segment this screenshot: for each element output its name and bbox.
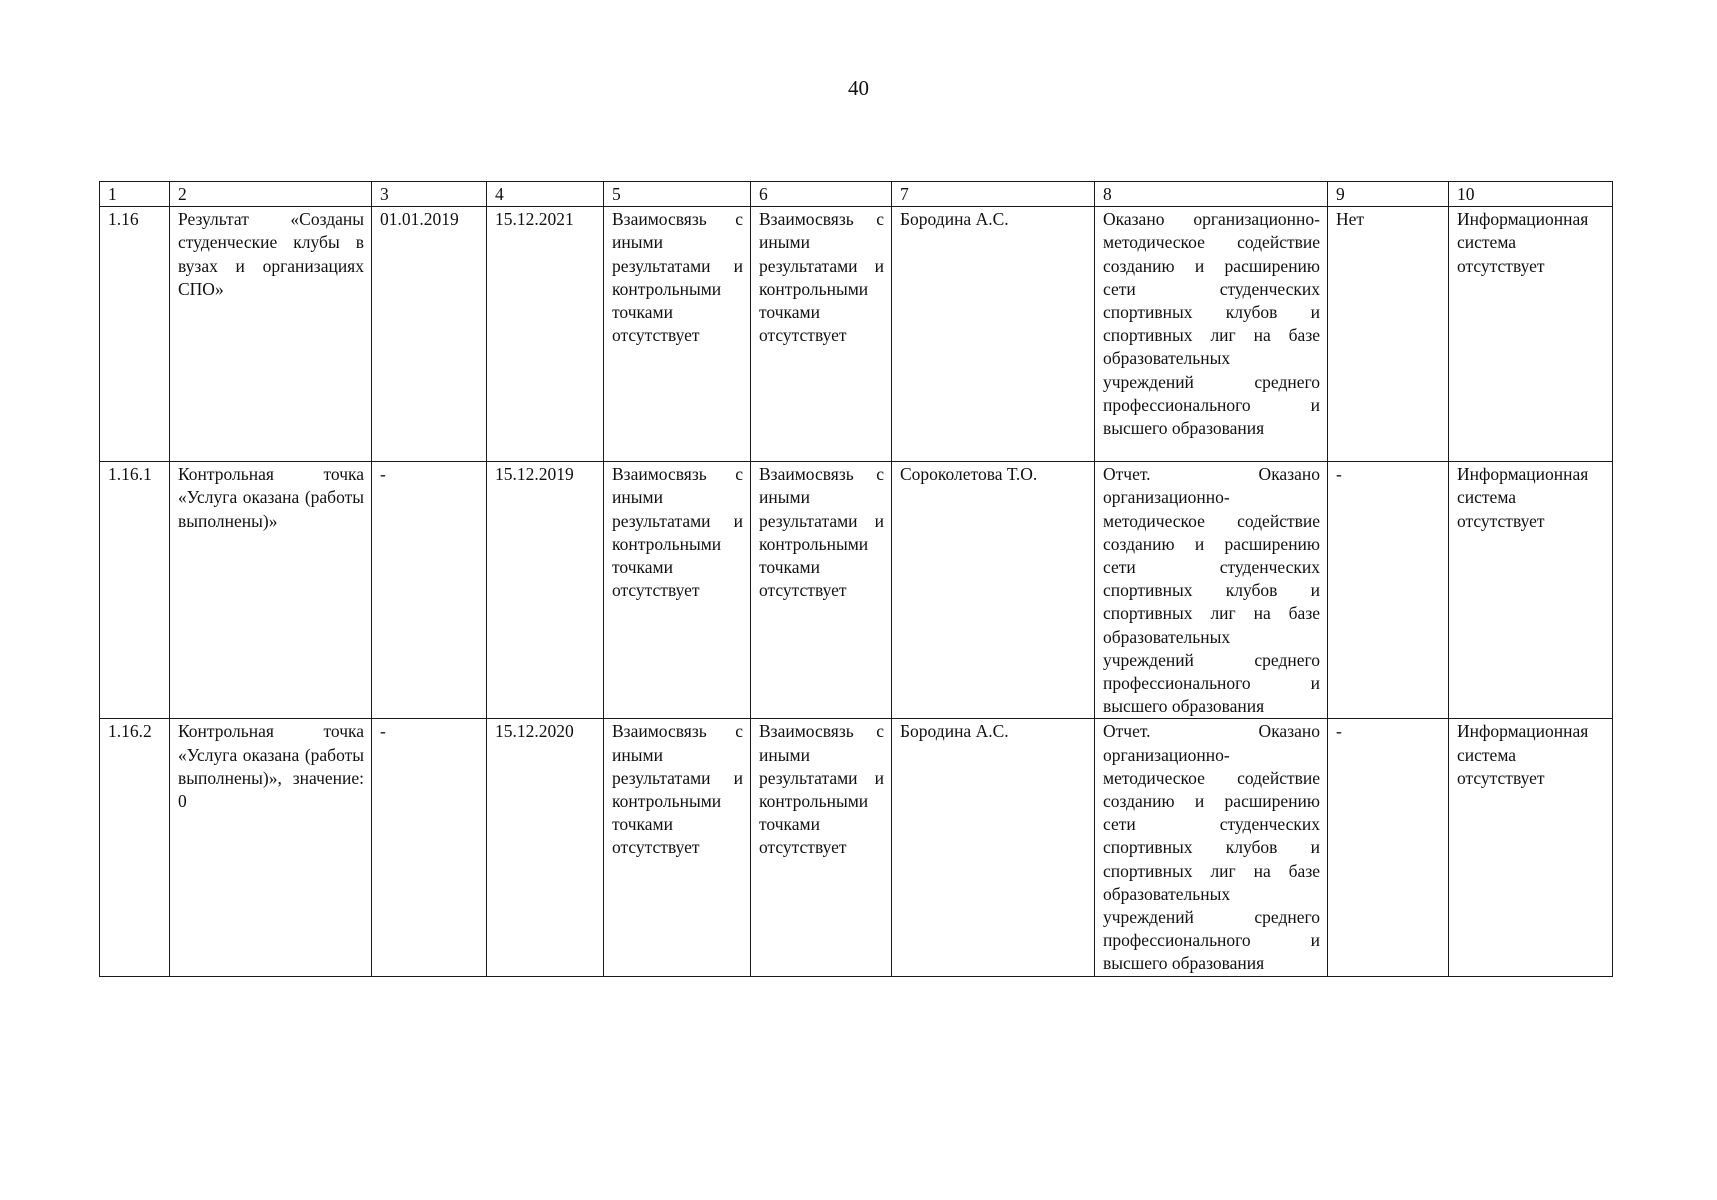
row-responsible: Бородина А.С. <box>892 207 1095 462</box>
row-link-next: Взаимосвязь с иными результатами и контрольными точками отсутствует <box>751 207 892 462</box>
column-header: 10 <box>1449 182 1613 207</box>
row-info-system: Информационная система отсутствует <box>1449 719 1613 976</box>
row-result: Отчет. Оказано организационно-методическое содействие созданию и расширению сети студенческих спортивных клубов и спортивных лиг на базе образовательных учреждений среднего профессионального и высшего образования <box>1095 462 1328 719</box>
row-end-date: 15.12.2019 <box>487 462 604 719</box>
row-name: Контрольная точка «Услуга оказана (работы выполнены)» <box>170 462 372 719</box>
column-header: 6 <box>751 182 892 207</box>
table-row <box>100 719 1613 976</box>
table-row <box>100 207 1613 462</box>
row-link-prev: Взаимосвязь с иными результатами и контрольными точками отсутствует <box>604 462 751 719</box>
row-number: 1.16.1 <box>100 462 170 719</box>
row-number: 1.16.2 <box>100 719 170 976</box>
row-name: Результат «Созданы студенческие клубы в вузах и организациях СПО» <box>170 207 372 462</box>
row-start-date: - <box>372 462 487 719</box>
row-info-system: Информационная система отсутствует <box>1449 207 1613 462</box>
row-flag: - <box>1328 719 1449 976</box>
row-start-date: - <box>372 719 487 976</box>
column-header: 7 <box>892 182 1095 207</box>
row-link-prev: Взаимосвязь с иными результатами и контрольными точками отсутствует <box>604 719 751 976</box>
table-row <box>100 462 1613 719</box>
row-info-system: Информационная система отсутствует <box>1449 462 1613 719</box>
plan-table <box>99 181 1613 977</box>
row-responsible: Бородина А.С. <box>892 719 1095 976</box>
column-header: 5 <box>604 182 751 207</box>
row-flag: - <box>1328 462 1449 719</box>
row-responsible: Сороколетова Т.О. <box>892 462 1095 719</box>
row-end-date: 15.12.2021 <box>487 207 604 462</box>
column-header: 8 <box>1095 182 1328 207</box>
column-header: 2 <box>170 182 372 207</box>
row-link-next: Взаимосвязь с иными результатами и контрольными точками отсутствует <box>751 719 892 976</box>
table-header-row <box>100 182 1613 207</box>
page-number: 40 <box>848 76 869 100</box>
row-flag: Нет <box>1328 207 1449 462</box>
column-header: 9 <box>1328 182 1449 207</box>
row-result: Оказано организационно-методическое содействие созданию и расширению сети студенческих спортивных клубов и спортивных лиг на базе образовательных учреждений среднего профессионального и высшего образования <box>1095 207 1328 462</box>
row-name: Контрольная точка «Услуга оказана (работы выполнены)», значение: 0 <box>170 719 372 976</box>
row-result: Отчет. Оказано организационно-методическое содействие созданию и расширению сети студенческих спортивных клубов и спортивных лиг на базе образовательных учреждений среднего профессионального и высшего образования <box>1095 719 1328 976</box>
row-end-date: 15.12.2020 <box>487 719 604 976</box>
column-header: 3 <box>372 182 487 207</box>
row-start-date: 01.01.2019 <box>372 207 487 462</box>
row-link-next: Взаимосвязь с иными результатами и контрольными точками отсутствует <box>751 462 892 719</box>
column-header: 4 <box>487 182 604 207</box>
row-link-prev: Взаимосвязь с иными результатами и контрольными точками отсутствует <box>604 207 751 462</box>
row-number: 1.16 <box>100 207 170 462</box>
column-header: 1 <box>100 182 170 207</box>
